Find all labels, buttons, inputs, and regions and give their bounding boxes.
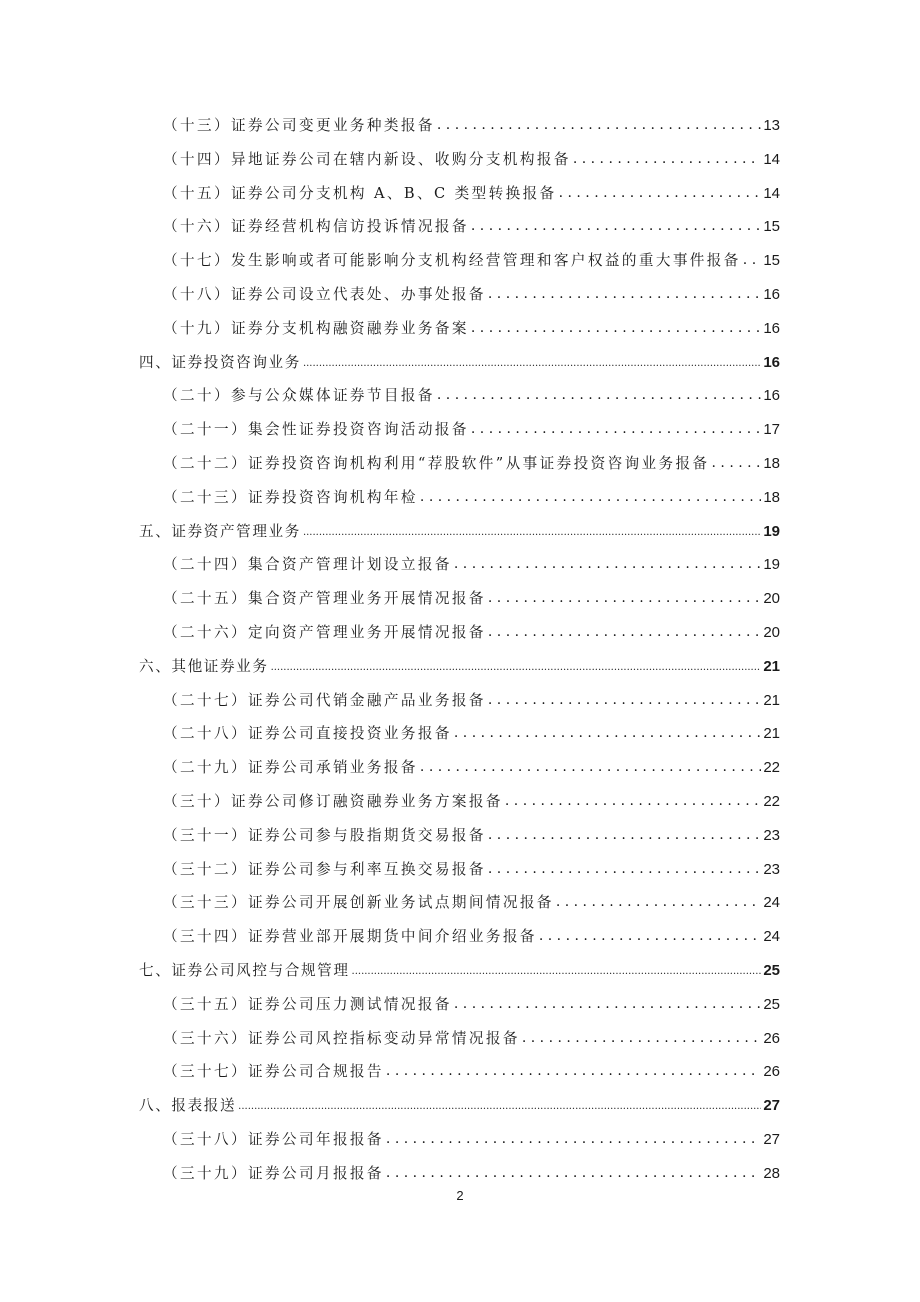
toc-entry-page: 25 [763,995,780,1013]
toc-entry[interactable] [139,684,780,718]
toc-entry-label: （十五）证券公司分支机构 A、B、C 类型转换报备 [163,184,557,202]
toc-entry-page: 26 [763,1029,780,1047]
toc-section-entry[interactable] [139,1089,780,1123]
toc-entry[interactable] [139,1123,780,1157]
toc-entry-label: （十九）证券分支机构融资融券业务备案 [163,319,469,337]
dot-leader [454,987,761,1022]
toc-entry-page: 18 [763,488,780,506]
dot-leader [522,1021,761,1056]
toc-entry[interactable] [139,988,780,1022]
toc-entry-label: （二十三）证券投资咨询机构年检 [163,488,418,506]
dot-leader [488,615,761,650]
toc-entry-label: 五、证券资产管理业务 [139,522,301,540]
toc-entry-label: （三十九）证券公司月报报备 [163,1164,384,1182]
toc-entry-label: （三十二）证券公司参与利率互换交易报备 [163,860,486,878]
dot-leader [454,547,761,582]
toc-entry-label: （十四）异地证券公司在辖内新设、收购分支机构报备 [163,150,571,168]
dot-leader [471,311,761,346]
toc-entry[interactable] [139,177,780,211]
toc-entry-label: （三十一）证券公司参与股指期货交易报备 [163,826,486,844]
toc-entry-page: 23 [763,826,780,844]
toc-entry-label: 八、报表报送 [139,1097,237,1115]
toc-entry[interactable] [139,886,780,920]
toc-entry-label: （三十六）证券公司风控指标变动异常情况报备 [163,1029,520,1047]
table-of-contents [139,109,780,1191]
toc-section-entry[interactable] [139,346,780,380]
toc-entry[interactable] [139,751,780,785]
dot-leader [454,716,761,751]
toc-entry[interactable] [139,109,780,143]
toc-entry[interactable] [139,717,780,751]
dot-leader [488,581,761,616]
toc-entry[interactable] [139,582,780,616]
toc-entry-page: 16 [763,319,780,337]
toc-entry-page: 16 [763,353,780,371]
dot-leader [556,885,761,920]
toc-entry[interactable] [139,413,780,447]
dot-leader [386,1054,761,1089]
toc-entry-label: （三十八）证券公司年报报备 [163,1130,384,1148]
dot-leader [271,649,762,685]
toc-entry-label: （三十四）证券营业部开展期货中间介绍业务报备 [163,928,537,946]
toc-entry-page: 17 [763,421,780,439]
dot-leader [437,378,761,413]
page-number: 2 [456,1188,464,1203]
toc-entry-page: 15 [763,252,780,270]
dot-leader [488,277,761,312]
toc-entry-label: （十三）证券公司变更业务种类报备 [163,117,435,134]
toc-entry-page: 24 [763,928,780,946]
toc-entry-page: 24 [763,894,780,912]
dot-leader [505,784,761,819]
toc-entry[interactable] [139,210,780,244]
toc-entry[interactable] [139,1022,780,1056]
toc-entry-label: 四、证券投资咨询业务 [139,353,301,371]
toc-entry[interactable] [139,1157,780,1191]
toc-entry-page: 18 [763,454,780,472]
dot-leader [559,176,762,211]
toc-entry-page: 19 [763,556,780,574]
dot-leader [471,209,761,244]
toc-entry-page: 14 [763,184,780,202]
toc-entry[interactable] [139,447,780,481]
toc-entry-page: 14 [763,150,780,168]
toc-entry-page: 27 [763,1097,780,1115]
toc-entry-label: 七、证券公司风控与合规管理 [139,961,350,979]
toc-entry-label: （二十四）集合资产管理计划设立报备 [163,556,452,574]
toc-entry-label: （三十三）证券公司开展创新业务试点期间情况报备 [163,894,554,912]
toc-section-entry[interactable] [139,954,780,988]
dot-leader [471,412,761,447]
toc-entry-label: （二十五）集合资产管理业务开展情况报备 [163,590,486,608]
toc-entry-label: （十八）证券公司设立代表处、办事处报备 [163,285,486,303]
dot-leader [488,818,761,853]
toc-entry-page: 20 [763,623,780,641]
toc-entry-label: （二十）参与公众媒体证券节目报备 [163,387,435,405]
toc-entry-page: 13 [763,117,780,134]
toc-entry-label: （二十二）证券投资咨询机构利用“荐股软件”从事证券投资咨询业务报备 [163,454,710,472]
toc-entry-page: 27 [763,1130,780,1148]
toc-entry-page: 28 [763,1164,780,1182]
toc-entry-label: （二十六）定向资产管理业务开展情况报备 [163,623,486,641]
toc-entry-page: 20 [763,590,780,608]
toc-entry-label: （二十八）证券公司直接投资业务报备 [163,725,452,743]
toc-entry-page: 21 [763,725,780,743]
toc-entry-page: 16 [763,387,780,405]
toc-entry-label: （二十一）集会性证券投资咨询活动报备 [163,421,469,439]
toc-entry[interactable] [139,481,780,515]
toc-entry-label: （三十七）证券公司合规报告 [163,1063,384,1081]
toc-entry[interactable] [139,819,780,853]
toc-entry-page: 21 [763,691,780,709]
toc-entry[interactable] [139,616,780,650]
dot-leader [437,108,761,143]
toc-entry[interactable] [139,244,780,278]
dot-leader [573,142,761,177]
toc-entry-label: （十六）证券经营机构信访投诉情况报备 [163,218,469,236]
toc-entry[interactable] [139,379,780,413]
toc-entry[interactable] [139,853,780,887]
dot-leader [743,243,762,278]
dot-leader [386,1122,761,1157]
toc-entry-label: 六、其他证券业务 [139,657,269,675]
toc-entry-page: 23 [763,860,780,878]
toc-entry[interactable] [139,278,780,312]
dot-leader [712,446,762,481]
toc-entry-page: 21 [763,657,780,675]
toc-entry-page: 19 [763,522,780,540]
toc-entry-page: 22 [763,792,780,810]
dot-leader [386,1156,761,1191]
dot-leader [303,345,761,381]
dot-leader [303,514,761,550]
toc-entry[interactable] [139,1055,780,1089]
dot-leader [238,1088,761,1124]
toc-entry-page: 16 [763,285,780,303]
toc-entry-label: （三十）证券公司修订融资融券业务方案报备 [163,792,503,810]
dot-leader [488,852,761,887]
toc-entry-label: （三十五）证券公司压力测试情况报备 [163,995,452,1013]
toc-entry-page: 25 [763,961,780,979]
toc-entry[interactable] [139,312,780,346]
toc-entry-label: （二十九）证券公司承销业务报备 [163,759,418,777]
toc-entry-label: （二十七）证券公司代销金融产品业务报备 [163,691,486,709]
toc-entry-page: 22 [763,759,780,777]
dot-leader [352,953,762,989]
dot-leader [539,919,761,954]
dot-leader [488,683,761,718]
toc-entry[interactable] [139,920,780,954]
toc-entry-page: 15 [763,218,780,236]
toc-entry-label: （十七）发生影响或者可能影响分支机构经营管理和客户权益的重大事件报备 [163,252,741,270]
toc-section-entry[interactable] [139,515,780,549]
dot-leader [420,480,761,515]
dot-leader [420,750,761,785]
toc-entry-page: 26 [763,1063,780,1081]
toc-section-entry[interactable] [139,650,780,684]
toc-entry[interactable] [139,548,780,582]
toc-entry[interactable] [139,785,780,819]
toc-entry[interactable] [139,143,780,177]
